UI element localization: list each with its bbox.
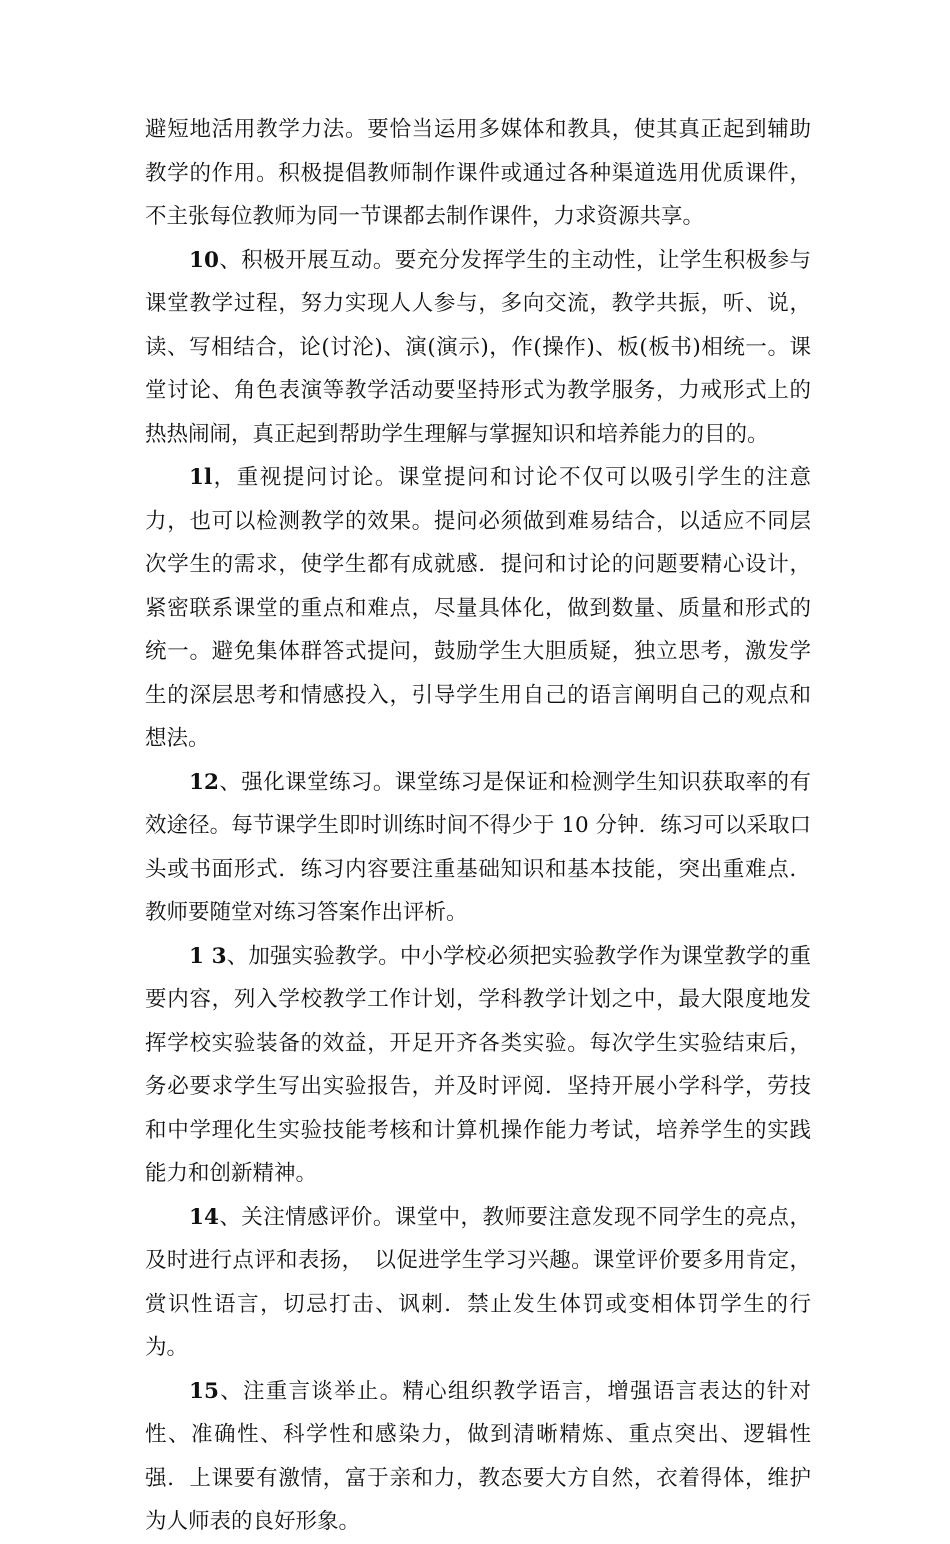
paragraph-item-13 (145, 935, 811, 1196)
document-body (145, 108, 811, 1544)
paragraph-item-12 (145, 761, 811, 935)
item-number: 1l (189, 465, 213, 490)
item-number: 12 (189, 769, 219, 795)
item-number: 15 (189, 1378, 219, 1404)
item-number: 10 (189, 247, 219, 273)
paragraph-text: ，重视提问讨论。课堂提问和讨论不仅可以吸引学生的注意力，也可以检测教学的效果。提问必须做到难易结合，以适应不同层次学生的需求，使学生都有成就感．提问和讨论的问题要精心设计，紧密联系课堂的重点和难点，尽量具体化，做到数量、质量和形式的统一。避免集体群答式提问，鼓励学生大胆质疑，独立思考，激发学生的深层思考和情感投入，引导学生用自己的语言阐明自己的观点和想法。 (145, 465, 811, 751)
paragraph-text: 、积极开展互动。要充分发挥学生的主动性，让学生积极参与课堂教学过程，努力实现人人参与，多向交流，教学共振，听、说，读、写相结合，论(讨沦)、演(演示)，作(操作)、板(板书)相统一。课堂讨论、角色表演等教学活动要坚持形式为教学服务，力戒形式上的热热闹闹，真正起到帮助学生理解与掌握知识和培养能力的目的。 (145, 247, 811, 447)
paragraph-text: 、注重言谈举止。精心组织教学语言，增强语言表达的针对性、准确性、科学性和感染力，做到清晰精炼、重点突出、逻辑性强．上课要有激情，富于亲和力，教态要大方自然，衣着得体，维护为人师表的良好形象。 (145, 1378, 811, 1534)
paragraph-item-11 (145, 456, 811, 761)
item-number: 14 (189, 1204, 219, 1230)
paragraph-text: 避短地活用教学力法。要恰当运用多媒体和教具，使其真正起到辅助教学的作用。积极提倡教师制作课件或通过各种渠道选用优质课件，不主张每位教师为同一节课都去制作课件，力求资源共享。 (145, 117, 811, 229)
paragraph-text: 、关注情感评价。课堂中，教师要注意发现不同学生的亮点，及时进行点评和表扬， 以促进学生学习兴趣。课堂评价要多用肯定，赏识性语言，切忌打击、讽刺．禁止发生体罚或变相体罚学生的行为。 (145, 1204, 811, 1360)
paragraph-item-14 (145, 1196, 811, 1370)
paragraph-item-15 (145, 1370, 811, 1544)
paragraph-text: 、强化课堂练习。课堂练习是保证和检测学生知识获取率的有效途径。每节课学生即时训练时间不得少于 10 分钟．练习可以采取口头或书面形式．练习内容要注重基础知识和基本技能，突出重难点．教师要随堂对练习答案作出评析。 (145, 769, 811, 925)
paragraph-item-10 (145, 239, 811, 457)
paragraph-continuation (145, 108, 811, 239)
item-number: 1 3 (189, 943, 227, 969)
paragraph-text: 、加强实验教学。中小学校必须把实验教学作为课堂教学的重要内容，列入学校教学工作计划，学科教学计划之中，最大限度地发挥学校实验装备的效益，开足开齐各类实验。每次学生实验结束后，务必要求学生写出实验报告，并及时评阅．坚持开展小学科学，劳技和中学理化生实验技能考核和计算机操作能力考试，培养学生的实践能力和创新精神。 (145, 943, 811, 1186)
